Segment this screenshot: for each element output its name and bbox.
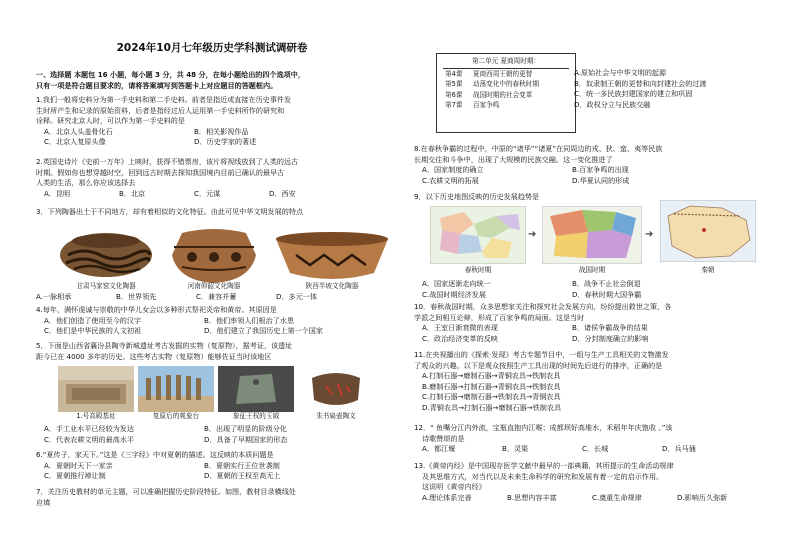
option-c[interactable]: C.战国时期经济发展 [422,289,486,299]
option-d[interactable]: D．政权分立与民族交融 [574,99,651,109]
pottery-caption: 甘肃马家窑文化陶器 [76,282,136,290]
instruction-line: 一、选择题 本题包 16 小题，每小题 3 分，共 48 分，在每小题给出的四个选项中， [36,70,305,79]
question-5 [36,341,388,362]
option-d[interactable]: D．多元一体 [276,292,317,301]
question-6 [36,450,388,482]
question-text: 4.每年，满怀虔诚与崇敬的中华儿女会以多种形式祭祀炎帝和黄帝。其原因是 [36,305,277,314]
option-a[interactable]: A．国家逐渐走向统一 [422,279,491,288]
arrow-right-icon: ➔ [528,229,537,240]
option-a[interactable]: A．北京人头盖骨化石 [44,126,113,136]
banpo-pottery-image [270,225,394,287]
question-text: 生时所产生和记录的原始资料，后者是指经过后人运用第一手史料所作的研究和 [36,105,285,115]
lesson-row [437,79,575,90]
option-d[interactable]: D．具备了早期国家的形态 [204,434,288,444]
palace-foundation-image [58,366,134,412]
option-b[interactable]: B．出现了明显的阶级分化 [204,424,287,433]
lesson-number: 第4课 [445,69,463,78]
lesson-number: 第5课 [445,80,463,88]
option-a[interactable]: A.打制石器→磨制石器→青铜农具→铁制农具 [422,371,561,381]
question-9-options [414,279,774,300]
taosi-caption: 象征王权的玉钺 [232,412,280,420]
question-12 [414,423,774,455]
unit-header: 第二单元 夏商周时期： [443,54,569,69]
lesson-title: 夏商西周王朝的更替 [473,69,533,78]
map-caption: 春秋时期 [464,266,492,274]
question-text: 11.在央视播出的《探索·发现》考古专题节目中，一组与生产工具相关的文物激发 [414,350,669,359]
page-title: 2024年10月七年级历史学科测试调研卷 [116,42,308,54]
lesson-number: 第7课 [445,101,463,109]
question-text: 13.《黄帝内经》是中国现存医学文献中最早的一部典籍，其所提示的生命活动规律 [414,461,674,470]
yangshao-pottery-image [162,225,266,287]
option-c[interactable]: C.农耕文明的拓展 [422,175,479,185]
map-caption: 秦朝 [701,266,715,274]
question-3 [36,207,388,218]
option-d[interactable]: D.华夏认同的形成 [572,175,630,185]
option-b[interactable]: B．他们率领人们根治了水患 [204,315,294,325]
option-b[interactable]: B．奴隶制王朝的更替和向封建社会的过渡 [574,78,707,88]
question-text: 距今已在 4000 多年的历史。这些考古实物（复原物）能够佐证当时该地区 [36,351,272,361]
question-text: 8.在春秋争霸的过程中，中原的“诸华”“诸夏”在同周边的戎、狄、蛮、夷等民族 [414,144,663,153]
question-text: 学派之间相互论辩，形成了百家争鸣的局面。这是当时 [414,312,585,322]
option-c[interactable]: C．北京人复原头像 [44,137,106,147]
taosi-caption: 朱书扁壶陶文 [316,412,356,420]
majiayao-pottery-image [54,225,158,287]
jade-axe-image [218,366,294,412]
lesson-title: 动荡变化中的春秋时期 [473,80,539,88]
option-a[interactable]: A.原始社会与中华文明的起源 [574,68,667,77]
question-text: 3．下列陶器出土于不同地方，却有着相似的文化特征。由此可见中华文明发展的特点 [36,207,303,216]
lesson-row [437,100,575,111]
option-c[interactable]: C.奠重生命规律 [592,492,642,502]
pottery-caption: 陕西半坡文化陶器 [305,282,359,290]
option-c[interactable]: C．代表农耕文明的最高水平 [44,434,135,444]
map-caption: 战国时期 [578,266,606,274]
option-d[interactable]: D．他们建立了我国历史上第一个国家 [204,326,323,336]
lesson-title: 百家争鸣 [473,101,500,109]
question-7 [36,487,388,508]
spring-autumn-map [430,206,526,268]
lesson-row [437,90,575,101]
option-c[interactable]: C．夏朝推行禅让制 [44,471,106,481]
option-b[interactable]: B.磨制石器→打制石器→青铜农具→铁制农具 [422,381,561,391]
question-11 [414,350,774,414]
question-1 [36,95,388,148]
option-d[interactable]: D．历史学家的著述 [194,137,257,147]
question-text: 5．下面是山西省襄汾县陶寺新城遗址考古发掘的实物（复原物），据考证，该遗址 [36,341,293,350]
option-b[interactable]: B．灵渠 [502,444,529,454]
option-b[interactable]: B．北京 [119,188,146,198]
taosi-caption: 1.号高殿基址 [76,412,116,420]
option-b[interactable]: B.思想内容丰富 [507,492,557,502]
option-d[interactable]: D．夏朝的王权至高无上 [204,471,281,481]
observatory-image [138,366,214,412]
question-13 [414,461,774,503]
lesson-number: 第6课 [445,90,463,99]
option-c[interactable]: C．他们是中华民族的人文初祖 [44,326,142,336]
warring-states-map [542,206,642,268]
option-b[interactable]: B．世界领先 [116,292,157,301]
option-a[interactable]: A．他们创造了使用至今的汉字 [44,315,142,325]
option-d[interactable]: D．西安 [269,188,296,198]
option-b[interactable]: B．诸侯争霸战争的结果 [572,323,648,333]
option-a[interactable]: A.理论体系完善 [422,492,472,502]
question-10 [414,302,774,344]
question-text: 了观众的兴趣。以下是观众按照生产工具出现的时间先后进行的排序，正确的是 [414,360,663,370]
option-a[interactable]: A．昆明 [44,188,71,198]
question-4 [36,305,388,337]
question-text: 及其思维方式，对当代以及未来生命科学的研究和发展有着一定的启示作用。 [422,471,664,481]
question-text: 10．春秋战国时期，众多思想家关注和探究社会发展方向，纷纷提出救世之策，各 [414,302,672,311]
option-c[interactable]: C．元谋 [194,188,221,198]
option-c[interactable]: C．政治经济变革的反映 [422,333,498,343]
option-d[interactable]: D.青铜农具→打制石器→磨制石器→铁制农具 [422,402,562,412]
textbook-contents-box [436,53,576,133]
question-text: 时期。假如你也想穿越时空，回到远古时期去探知我国境内目前已确认的最早古 [36,167,285,177]
qin-dynasty-map [660,200,756,266]
option-a[interactable]: A.一脉相承 [36,292,72,301]
option-c[interactable]: C．长城 [582,444,609,454]
option-c[interactable]: C．统一多民族封建国家的建立和巩固 [574,89,693,99]
option-a[interactable]: A．王室日渐衰微的表现 [422,323,498,333]
lesson-row [437,69,575,80]
question-text: 诗歌赞颂的是 [422,433,465,443]
question-text: 长期交往和斗争中，出现了大规模的民族交融。这一变化推进了 [414,154,613,164]
lesson-title: 战国时期的社会变革 [473,90,533,99]
section-one-instructions [36,70,388,91]
question-text: 9．以下历史地图反映的历史发展趋势是 [414,192,540,201]
option-d[interactable]: D．兵马俑 [662,444,696,454]
option-a[interactable]: A．都江堰 [422,444,456,454]
pottery-images [54,225,394,287]
option-c[interactable]: C.打制石器→磨制石器→铁制农具→青铜农具 [422,392,561,402]
option-a[interactable]: A．手工业水平已经较为发达 [44,424,134,433]
option-a[interactable]: A．夏朝时天下一家亲 [44,460,113,470]
taosi-images [58,366,374,412]
taosi-caption: 复原后的观象台 [152,412,200,420]
instruction-line: 只有一项是符合题目要求的，请将答案填写到答题卡上对应题目的答题框内。 [36,80,278,90]
question-text: 6.“夏传子，家天下。”这是《三字经》中对夏朝的描述。这反映的本质问题是 [36,450,274,459]
option-d[interactable]: D.影响历久弥新 [677,492,728,502]
question-text: 人类的生活，那么你应该选择去 [36,178,136,188]
option-a[interactable]: A．国家制度的确立 [422,165,484,175]
question-text: 2.英国史诗片《史前一万年》上映时，获得不错票房，该片将视线放到了人类的远古 [36,157,299,166]
option-d[interactable]: D．春秋时期大国争霸 [572,289,642,299]
question-3-options [36,292,388,303]
option-b[interactable]: B．战争不止社会倒退 [572,279,641,288]
question-text: 这说明《黄帝内经》 [422,482,486,492]
option-b[interactable]: B.百家争鸣的出现 [572,165,629,175]
question-2 [36,157,388,199]
question-7-options [574,68,774,110]
question-text: 诠释。研究北京人时，可以作为第一手史料的是 [36,116,185,126]
question-text: 1.我们一般将史料分为第一手史料和第二手史料。前者是指近或直接在历史事件发 [36,95,292,104]
question-text: 7．关注历史教材的单元主题，可以准确把握历史阶段特征。如图，教材目录横线处 [36,487,296,496]
question-8 [414,144,774,186]
option-c[interactable]: C．兼容并蓄 [196,292,237,301]
arrow-right-icon: ➔ [645,229,654,240]
question-text: 12．“ 鱼嘴分江内外流，宝瓶直抱内江喉；成都坝好高堆水，禾稻年年庆饱收 。”该 [414,423,673,432]
question-5-options [36,424,388,445]
pottery-caption: 河南仰韶文化陶器 [187,282,241,290]
inscribed-flask-image [298,366,374,412]
option-b[interactable]: B．相关影视作品 [194,126,249,136]
option-d[interactable]: D．分封制度确立的影响 [572,333,649,343]
option-b[interactable]: B．夏朝实行王位世袭制 [204,460,280,470]
question-text: 应填 [36,497,51,507]
